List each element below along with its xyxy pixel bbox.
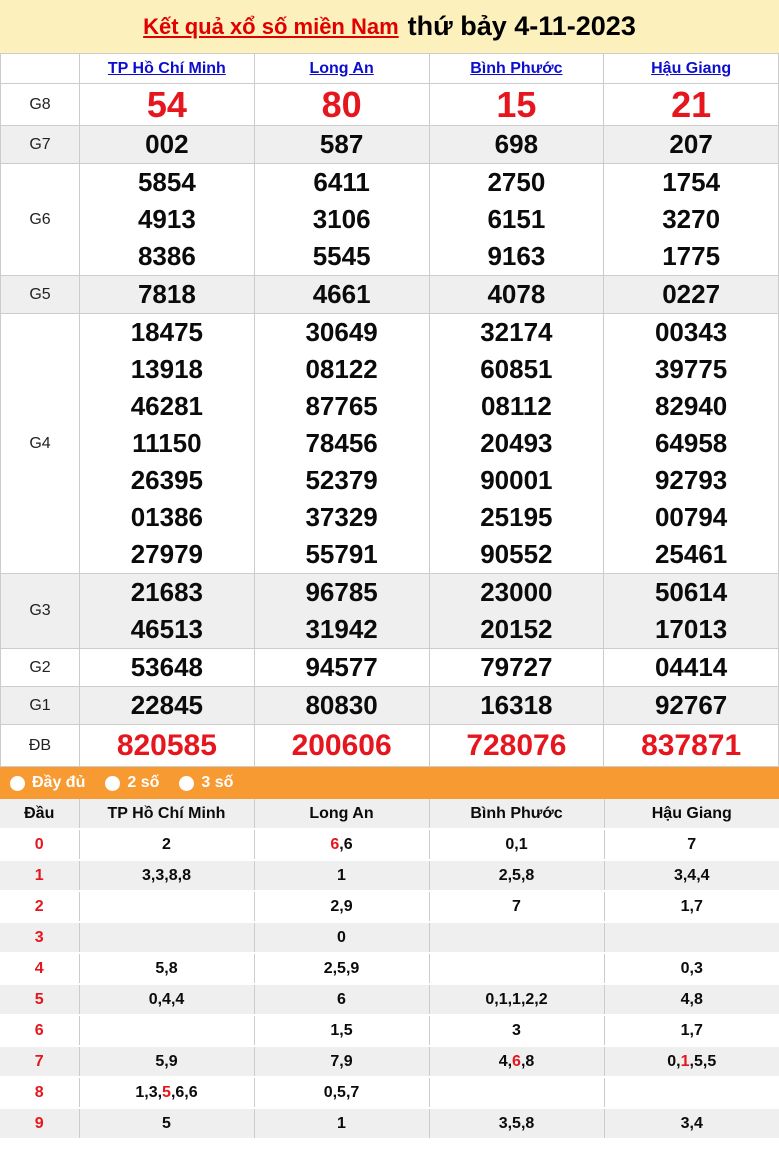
tail-cell: [429, 922, 604, 953]
province-link[interactable]: Bình Phước: [470, 59, 563, 77]
tail-value: 3,4,4: [673, 866, 710, 884]
tail-cell: [604, 1015, 779, 1046]
tail-digit: 4: [0, 953, 79, 984]
prize-number: 08112: [480, 391, 552, 421]
prize-number: 820585: [116, 729, 217, 762]
tail-cell: [254, 1108, 429, 1139]
tail-value: 1: [337, 1114, 346, 1132]
tail-cell: [79, 860, 254, 891]
tail-value: 5: [162, 1114, 171, 1132]
title-banner: [0, 0, 779, 53]
prize-number: 728076: [466, 729, 567, 762]
prize-number: 94577: [305, 652, 378, 682]
province-header-1: [80, 54, 255, 84]
prize-number: 21: [671, 84, 712, 125]
tail-row-2: [0, 891, 779, 922]
prize-cell: [604, 84, 779, 126]
tail-row-1: [0, 860, 779, 891]
tail-cell: [604, 922, 779, 953]
prize-number: 3270: [662, 204, 721, 234]
prize-number: 11150: [132, 428, 202, 458]
province-link[interactable]: TP Hồ Chí Minh: [107, 59, 226, 77]
tail-cell: [429, 1077, 604, 1108]
date-title: thứ bảy 4-11-2023: [407, 11, 636, 41]
prize-number: 200606: [291, 729, 392, 762]
tail-cell: [254, 860, 429, 891]
tail-cell: [604, 1108, 779, 1139]
tail-cell: [254, 1046, 429, 1077]
tail-cell: [604, 860, 779, 891]
prize-number: 53648: [130, 652, 204, 682]
tail-cell: [254, 953, 429, 984]
prize-row-g3: [1, 574, 779, 649]
prize-number: 1775: [662, 241, 721, 271]
prize-cell: [604, 649, 779, 687]
tail-value: 4,: [498, 1052, 513, 1070]
tail-cell: [429, 953, 604, 984]
tail-digit: 5: [0, 984, 79, 1015]
tails-table: [0, 799, 779, 1140]
prize-row-g8: [1, 84, 779, 126]
radio-icon: [10, 776, 25, 791]
prize-number: 207: [669, 129, 713, 159]
prize-number: 55791: [305, 539, 378, 569]
prize-number: 3106: [312, 204, 371, 234]
prize-cell: [254, 126, 429, 164]
tail-row-8: [0, 1077, 779, 1108]
prize-number: 00794: [654, 502, 728, 532]
prize-number: 002: [145, 129, 189, 159]
filter-bar: [0, 767, 779, 799]
prize-cell: [429, 574, 604, 649]
tail-digit: 0: [0, 829, 79, 860]
prize-number: 0227: [662, 279, 721, 309]
tail-cell: [79, 1108, 254, 1139]
prize-number: 837871: [641, 729, 742, 762]
prize-number: 82940: [654, 391, 728, 421]
prize-cell: [254, 314, 429, 574]
prize-cell: [80, 164, 255, 276]
prize-cell: [429, 687, 604, 725]
tails-header-province-3: Bình Phước: [429, 799, 604, 829]
tail-value: 1,7: [680, 897, 703, 915]
tail-cell: [604, 984, 779, 1015]
prize-number: 79727: [480, 652, 553, 682]
tail-value: 3: [512, 1021, 521, 1039]
prize-cell: [254, 164, 429, 276]
prize-cell: [254, 276, 429, 314]
prize-number: 78456: [305, 428, 378, 458]
prize-cell: [604, 687, 779, 725]
tail-cell: [429, 860, 604, 891]
tail-value: 5,8: [155, 959, 178, 977]
tail-cell: [79, 1077, 254, 1108]
tail-cell: [429, 1108, 604, 1139]
tail-value-highlight: 6: [512, 1052, 521, 1070]
prize-label: G7: [1, 126, 80, 164]
tail-value: 0,: [667, 1052, 681, 1070]
tail-cell: [79, 1015, 254, 1046]
tail-value: 2: [162, 835, 171, 853]
prize-number: 6411: [313, 167, 370, 197]
prize-number: 6151: [487, 204, 546, 234]
prize-number: 8386: [137, 241, 196, 271]
tail-value: ,5,5: [689, 1052, 717, 1070]
tail-row-5: [0, 984, 779, 1015]
prize-number: 31942: [305, 614, 378, 644]
filter-option-3[interactable]: [179, 774, 233, 792]
prize-cell: [604, 126, 779, 164]
prize-number: 50614: [654, 577, 728, 607]
tail-value: 0,4,4: [148, 990, 185, 1008]
prize-cell: [80, 574, 255, 649]
tail-cell: [254, 1077, 429, 1108]
filter-option-label: Đầy đủ: [32, 774, 86, 791]
tail-value: 6: [337, 990, 346, 1008]
tail-cell: [79, 1046, 254, 1077]
tail-value: 3,5,8: [498, 1114, 535, 1132]
prize-number: 5854: [137, 167, 196, 197]
tail-cell: [604, 1046, 779, 1077]
tail-row-4: [0, 953, 779, 984]
results-table: [0, 53, 779, 767]
province-header-3: [429, 54, 604, 84]
prize-number: 16318: [480, 690, 553, 720]
tail-row-0: [0, 829, 779, 860]
tail-value: 5,9: [155, 1052, 178, 1070]
tail-cell: [604, 1077, 779, 1108]
prize-number: 90552: [480, 539, 553, 569]
prize-label: G8: [1, 84, 80, 126]
prize-row-g5: [1, 276, 779, 314]
prize-cell: [604, 276, 779, 314]
prize-cell: [80, 126, 255, 164]
prize-cell: [254, 725, 429, 767]
tail-value-highlight: 5: [162, 1083, 171, 1101]
tail-cell: [254, 1015, 429, 1046]
tail-cell: [429, 829, 604, 860]
prize-cell: [254, 84, 429, 126]
prize-number: 9163: [487, 241, 546, 271]
prize-number: 90001: [480, 465, 553, 495]
prize-cell: [429, 276, 604, 314]
tail-value: 0: [337, 928, 346, 946]
tail-digit: 6: [0, 1015, 79, 1046]
prize-cell: [604, 314, 779, 574]
tail-value: 0,1: [505, 835, 528, 853]
prize-number: 92793: [654, 465, 728, 495]
tail-cell: [254, 829, 429, 860]
prize-number: 96785: [305, 577, 378, 607]
prize-label: G5: [1, 276, 80, 314]
tail-value-highlight: 6: [330, 835, 340, 853]
prize-number: 15: [496, 84, 537, 125]
prize-cell: [429, 126, 604, 164]
tail-value: 7: [687, 835, 697, 853]
prize-cell: [429, 649, 604, 687]
prize-number: 20493: [480, 428, 553, 458]
tail-digit: 2: [0, 891, 79, 922]
tail-value: 1,3,: [135, 1083, 163, 1101]
tail-value: 7,9: [330, 1052, 353, 1070]
tail-value: ,6: [339, 835, 353, 853]
filter-option-1[interactable]: [10, 774, 85, 792]
prize-number: 32174: [480, 317, 553, 347]
tail-row-6: [0, 1015, 779, 1046]
prize-row-đb: [1, 725, 779, 767]
prize-number: 4078: [487, 279, 546, 309]
prize-cell: [604, 725, 779, 767]
prize-number: 46513: [130, 614, 204, 644]
prize-number: 92767: [654, 690, 728, 720]
prize-cell: [80, 314, 255, 574]
tail-value: ,8: [520, 1052, 535, 1070]
prize-cell: [254, 574, 429, 649]
prize-cell: [604, 164, 779, 276]
prize-label: G1: [1, 687, 80, 725]
prize-number: 698: [494, 129, 539, 159]
tail-value: 3,3,8,8: [142, 866, 191, 884]
prize-number: 4661: [312, 279, 371, 309]
prize-number: 39775: [654, 354, 728, 384]
tail-value: 2,5,9: [323, 959, 360, 977]
tail-value: ,6,6: [170, 1083, 198, 1101]
prize-number: 54: [146, 84, 187, 125]
tail-cell: [79, 922, 254, 953]
prize-number: 1754: [662, 167, 721, 197]
tail-value: 4,8: [680, 990, 703, 1008]
prize-number: 08122: [305, 354, 378, 384]
results-header-row: [1, 54, 779, 84]
filter-option-label: 2 số: [127, 774, 160, 791]
prize-number: 01386: [130, 502, 204, 532]
tails-header-province-2: Long An: [254, 799, 429, 829]
tail-cell: [429, 984, 604, 1015]
prize-number: 25195: [480, 502, 553, 532]
prize-label: G4: [1, 314, 80, 574]
prize-number: 80830: [305, 690, 378, 720]
prize-cell: [80, 84, 255, 126]
tail-digit: 9: [0, 1108, 79, 1139]
tail-value: 0,3: [680, 959, 703, 977]
tail-cell: [79, 953, 254, 984]
tail-value: 1: [337, 866, 346, 884]
tail-cell: [604, 891, 779, 922]
prize-cell: [429, 725, 604, 767]
prize-number: 21683: [130, 577, 204, 607]
prize-number: 46281: [130, 391, 204, 421]
prize-label: G6: [1, 164, 80, 276]
prize-row-g1: [1, 687, 779, 725]
prize-row-g6: [1, 164, 779, 276]
tail-cell: [429, 1046, 604, 1077]
prize-number: 00343: [654, 317, 728, 347]
prize-number: 2750: [487, 167, 546, 197]
radio-icon: [179, 776, 194, 791]
prize-cell: [80, 276, 255, 314]
prize-cell: [254, 649, 429, 687]
tail-digit: 3: [0, 922, 79, 953]
prize-label: G3: [1, 574, 80, 649]
tail-value: 1,5: [330, 1021, 353, 1039]
tail-digit: 8: [0, 1077, 79, 1108]
tail-value: 1,7: [680, 1021, 703, 1039]
prize-number: 04414: [654, 652, 728, 682]
tails-header-province-4: Hậu Giang: [604, 799, 779, 829]
tail-value-highlight: 1: [680, 1052, 690, 1070]
prize-label: ĐB: [1, 725, 80, 767]
radio-icon: [105, 776, 120, 791]
prize-cell: [254, 687, 429, 725]
tail-value: 0,5,7: [323, 1083, 360, 1101]
filter-option-2[interactable]: [105, 774, 159, 792]
prize-cell: [604, 574, 779, 649]
tail-value: 3,4: [680, 1114, 703, 1132]
region-title-link[interactable]: Kết quả xổ số miền Nam: [143, 13, 399, 39]
tail-value: 2,5,8: [498, 866, 535, 884]
tail-cell: [79, 829, 254, 860]
tail-row-9: [0, 1108, 779, 1139]
tail-value: 7: [512, 897, 521, 915]
tail-cell: [79, 891, 254, 922]
prize-cell: [429, 164, 604, 276]
prize-number: 27979: [130, 539, 204, 569]
tail-digit: 1: [0, 860, 79, 891]
results-header-corner: [1, 54, 80, 84]
prize-number: 5545: [312, 241, 371, 271]
tail-cell: [429, 891, 604, 922]
tail-digit: 7: [0, 1046, 79, 1077]
prize-number: 26395: [130, 465, 204, 495]
tail-cell: [254, 984, 429, 1015]
prize-number: 23000: [480, 577, 553, 607]
prize-cell: [80, 649, 255, 687]
prize-number: 80: [321, 84, 362, 125]
tail-cell: [604, 829, 779, 860]
prize-number: 7818: [137, 279, 196, 309]
tail-cell: [254, 891, 429, 922]
prize-number: 25461: [654, 539, 728, 569]
province-link[interactable]: Long An: [309, 59, 374, 77]
tails-header-row: [0, 799, 779, 829]
tails-header-province-1: TP Hồ Chí Minh: [79, 799, 254, 829]
tail-value: 2,9: [330, 897, 353, 915]
tails-header-dau: Đầu: [0, 799, 79, 829]
tail-cell: [79, 984, 254, 1015]
prize-number: 4913: [137, 204, 196, 234]
tail-cell: [429, 1015, 604, 1046]
prize-number: 20152: [480, 614, 553, 644]
tail-row-3: [0, 922, 779, 953]
prize-label: G2: [1, 649, 80, 687]
prize-number: 18475: [130, 317, 204, 347]
province-header-2: [254, 54, 429, 84]
prize-row-g7: [1, 126, 779, 164]
prize-number: 17013: [654, 614, 728, 644]
prize-number: 587: [319, 129, 364, 159]
prize-number: 30649: [305, 317, 378, 347]
tail-row-7: [0, 1046, 779, 1077]
prize-number: 87765: [305, 391, 378, 421]
prize-cell: [429, 314, 604, 574]
prize-number: 13918: [130, 354, 204, 384]
tail-value: 0,1,1,2,2: [485, 990, 548, 1008]
prize-number: 64958: [654, 428, 728, 458]
prize-number: 52379: [305, 465, 378, 495]
filter-option-label: 3 số: [201, 774, 234, 791]
province-header-4: [604, 54, 779, 84]
prize-cell: [80, 725, 255, 767]
prize-number: 60851: [480, 354, 553, 384]
prize-number: 22845: [130, 690, 204, 720]
tail-cell: [604, 953, 779, 984]
province-link[interactable]: Hậu Giang: [651, 59, 732, 77]
prize-cell: [429, 84, 604, 126]
prize-row-g2: [1, 649, 779, 687]
prize-cell: [80, 687, 255, 725]
tail-cell: [254, 922, 429, 953]
prize-row-g4: [1, 314, 779, 574]
prize-number: 37329: [305, 502, 378, 532]
